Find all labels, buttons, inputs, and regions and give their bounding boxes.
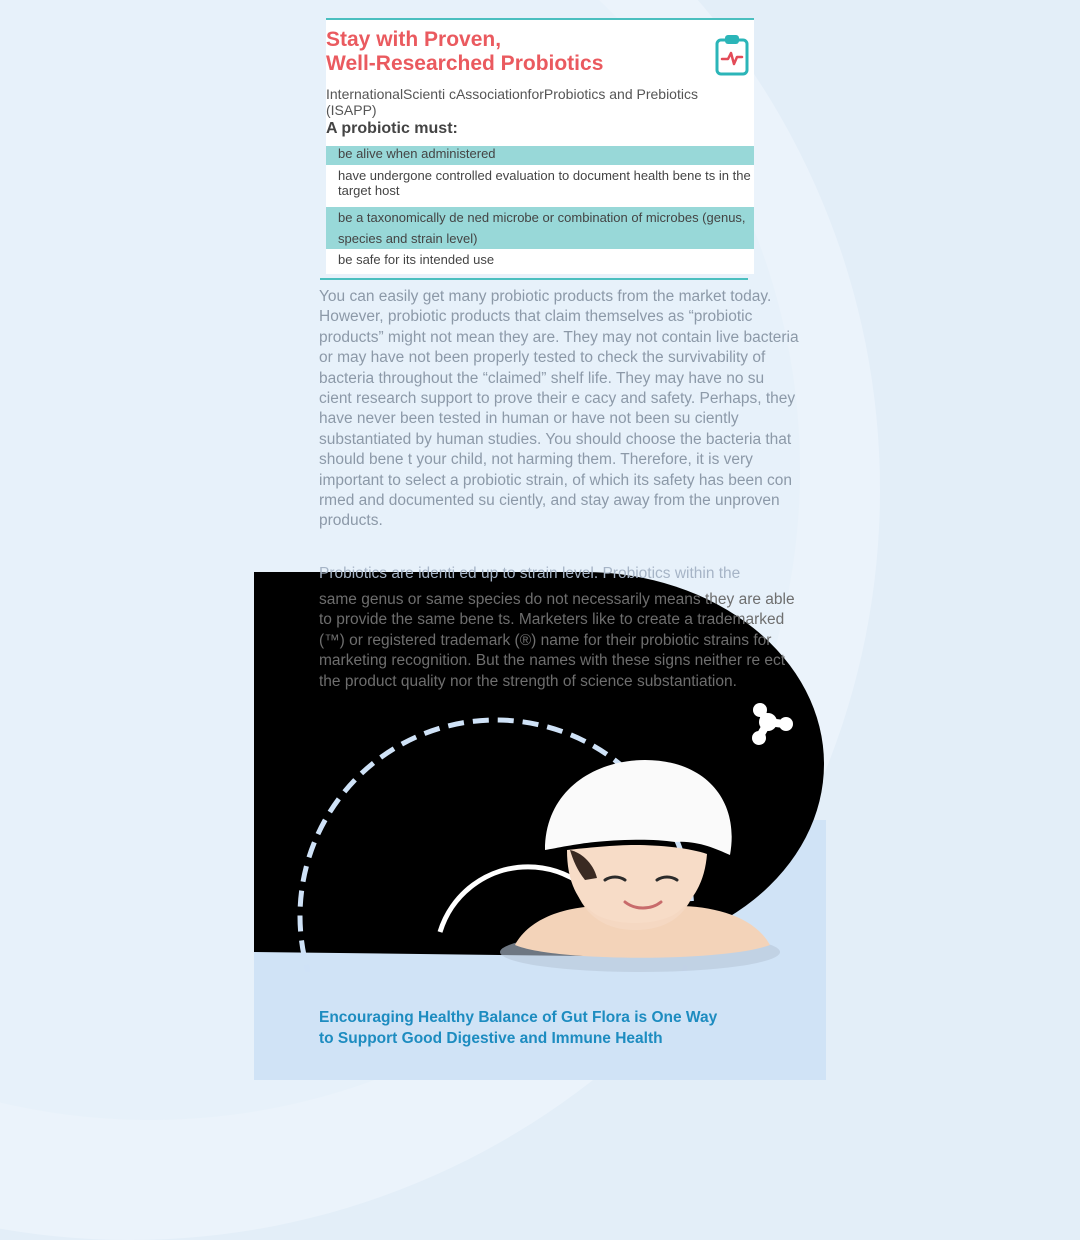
caption-line-1: Encouraging Healthy Balance of Gut Flora is One Way bbox=[319, 1009, 718, 1026]
card-title-line-2: Well-Researched Probiotics bbox=[326, 52, 604, 75]
card-bottom-divider bbox=[320, 278, 748, 280]
caption-line-2: to Support Good Digestive and Immune Health bbox=[319, 1030, 663, 1047]
criterion-alive: be alive when administered bbox=[326, 146, 754, 165]
caption bbox=[319, 1007, 759, 1049]
card-title bbox=[326, 28, 666, 76]
must-heading: A probiotic must: bbox=[326, 120, 458, 137]
organization-name: InternationalScienti cAssociationforProbiotics and Prebiotics (ISAPP) bbox=[326, 86, 698, 118]
criterion-evaluated: have undergone controlled evaluation to document health bene ts in the target host bbox=[326, 165, 754, 207]
criterion-defined-microbe: be a taxonomically de ned microbe or combination of microbes (genus, species and strain level) bbox=[326, 207, 754, 249]
criteria-list bbox=[326, 146, 754, 271]
isapp-definition-card bbox=[326, 18, 754, 274]
paragraph-strain-level: same genus or same species do not necessarily means they are able to provide the same bene ts. Marketers like to create a trademarked (™) or registered trademark (®) name for their probiotic strains for marketing recognition. But the names with these signs neither re ect the product quality nor the strength of science substantiation. bbox=[319, 591, 795, 690]
paragraph-market-products: You can easily get many probiotic products from the market today. However, probiotic products that claim themselves as “probiotic products” might not mean they are. They may not contain live bacteria or may have not been properly tested to check the survivability of bacteria throughout the “claimed” shelf life. They may have no su cient research support to prove their e cacy and safety. Perhaps, they have never been tested in human or have not been su ciently substantiated by human studies. You should choose the bacteria that should bene t your child, not harming them. Therefore, it is very important to select a probiotic strain, of which its safety has been con rmed and documented su ciently, and stay away from the unproven products. bbox=[319, 288, 799, 530]
child-photo bbox=[475, 730, 805, 980]
card-title-line-1: Stay with Proven, bbox=[326, 28, 502, 51]
criterion-safe: be safe for its intended use bbox=[326, 249, 754, 271]
paragraph-strain-level-first-line: Probiotics are identi ed up to strain level. Probiotics within the bbox=[319, 565, 741, 582]
clipboard-heartbeat-icon bbox=[714, 33, 750, 77]
